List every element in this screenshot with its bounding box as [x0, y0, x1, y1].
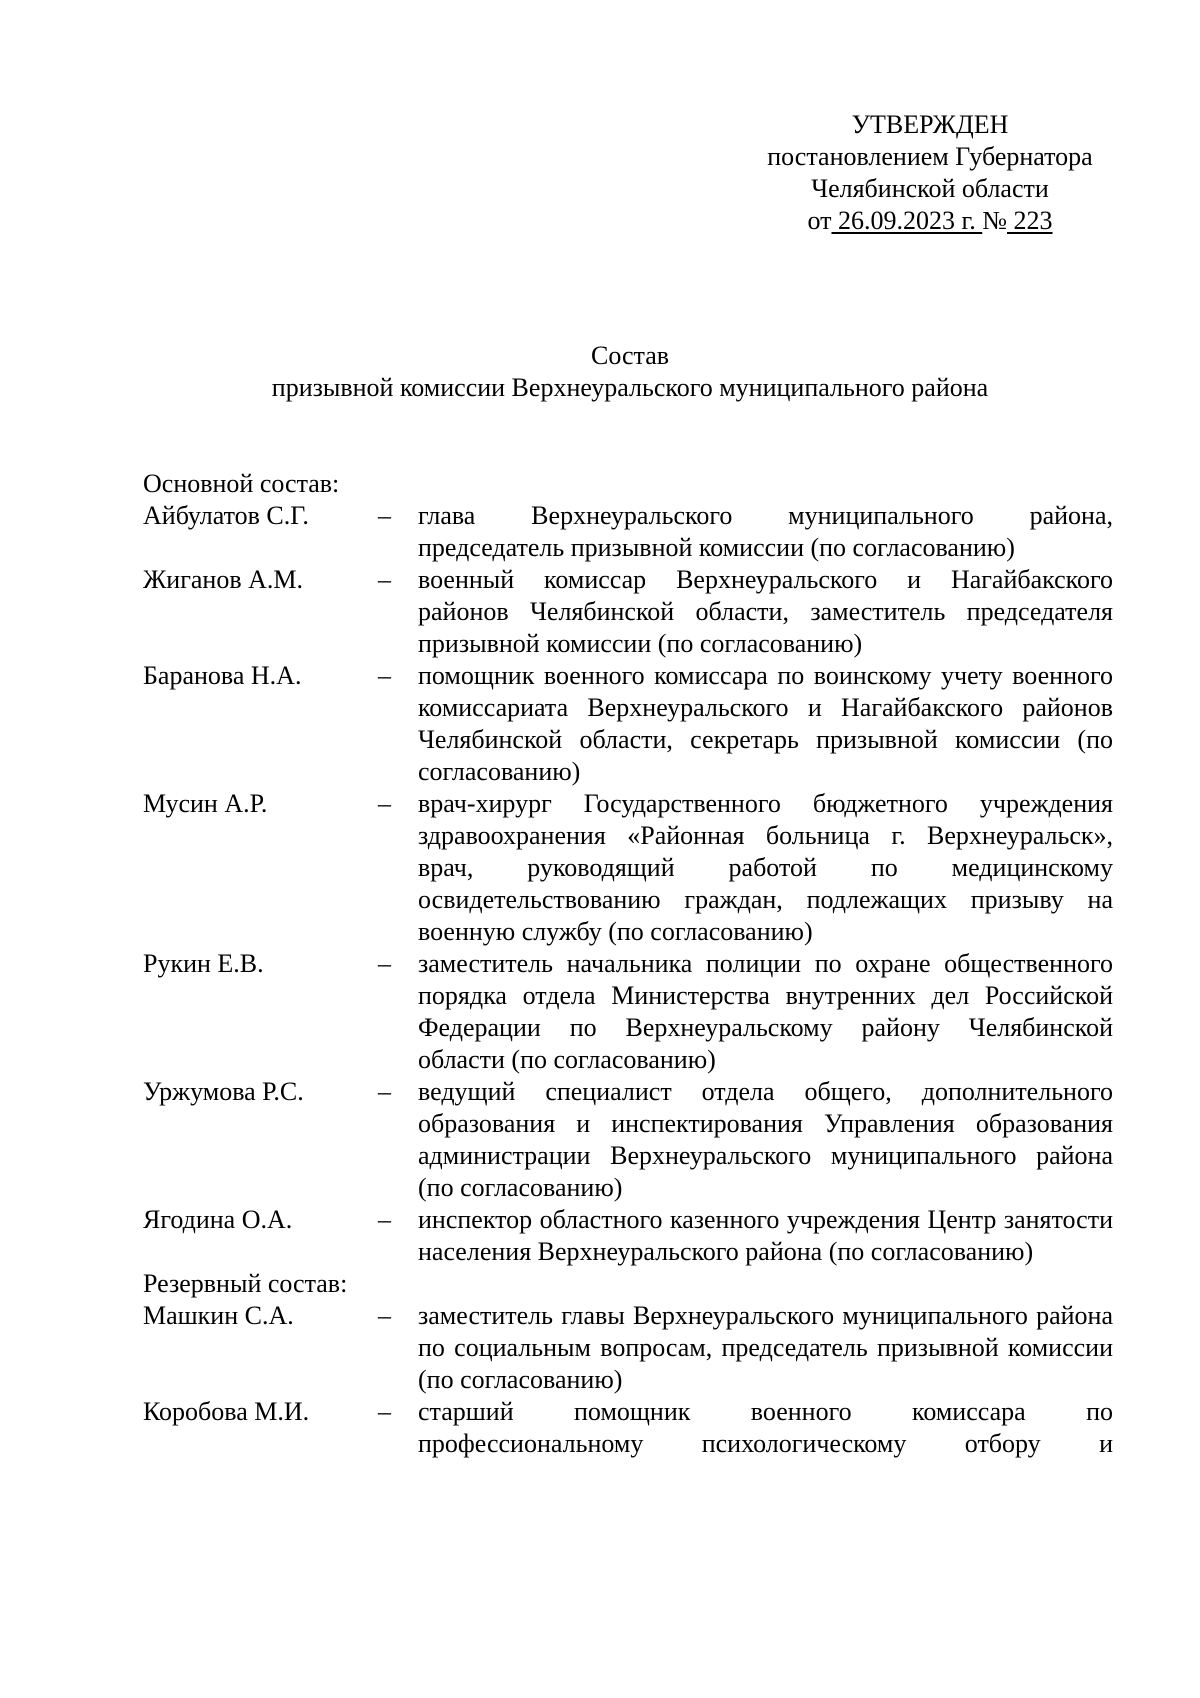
- member-name: Мусин А.Р.: [143, 789, 268, 818]
- member-name: Уржумова Р.С.: [143, 1077, 304, 1106]
- document-heading: [0, 340, 1200, 404]
- member-name: Жиганов А.М.: [143, 565, 303, 594]
- member-dash: –: [378, 501, 391, 530]
- member-entry: [143, 948, 1120, 1076]
- member-dash: –: [378, 949, 391, 978]
- approval-date-prefix: от: [807, 206, 832, 235]
- member-description: старший помощник военного комиссара по профессиональному психологическому отбору и: [418, 1397, 1113, 1458]
- approval-stamp: [730, 109, 1130, 237]
- approval-number: 223: [1007, 206, 1053, 235]
- member-description: заместитель начальника полиции по охране общественного порядка отдела Министерства внутренних дел Российской Федерации по Верхнеуральскому району Челябинской области (по согласованию): [418, 949, 1113, 1074]
- approval-date-line: [730, 205, 1130, 237]
- main-section-label: Основной состав:: [143, 469, 340, 498]
- member-description: помощник военного комиссара по воинскому учету военного комиссариата Верхнеуральского и Нагайбакского районов Челябинской области, секретарь призывной комиссии (по согласованию): [418, 661, 1113, 786]
- member-entry: [143, 1204, 1120, 1268]
- member-dash: –: [378, 789, 391, 818]
- member-description: военный комиссар Верхнеуральского и Нагайбакского районов Челябинской области, заместитель председателя призывной комиссии (по согласованию): [418, 565, 1113, 658]
- member-name: Машкин С.А.: [143, 1301, 294, 1330]
- member-dash: –: [378, 1077, 391, 1106]
- member-entry: [143, 1300, 1120, 1396]
- member-dash: –: [378, 1205, 391, 1234]
- member-description: инспектор областного казенного учреждения Центр занятости населения Верхнеуральского района (по согласованию): [418, 1205, 1113, 1266]
- member-name: Айбулатов С.Г.: [143, 501, 309, 530]
- document-subtitle: призывной комиссии Верхнеуральского муниципального района: [271, 373, 989, 402]
- approval-title: УТВЕРЖДЕН: [851, 110, 1009, 139]
- member-name: Баранова Н.А.: [143, 661, 302, 690]
- member-entry: [143, 1396, 1120, 1460]
- member-entry: [143, 500, 1120, 564]
- document-title: Состав: [590, 341, 670, 370]
- member-dash: –: [378, 1301, 391, 1330]
- approval-line-2: Челябинской области: [811, 174, 1049, 203]
- reserve-section-label: Резервный состав:: [143, 1269, 348, 1298]
- member-entry: [143, 564, 1120, 660]
- approval-date: 26.09.2023 г.: [831, 206, 983, 235]
- approval-number-prefix: №: [982, 206, 1008, 235]
- member-dash: –: [378, 1397, 391, 1426]
- member-name: Рукин Е.В.: [143, 949, 264, 978]
- member-description: ведущий специалист отдела общего, дополнительного образования и инспектирования Управления образования администрации Верхнеуральского муниципального района (по согласованию): [418, 1077, 1113, 1202]
- member-name: Ягодина О.А.: [143, 1205, 293, 1234]
- member-description: глава Верхнеуральского муниципального района, председатель призывной комиссии (по согласованию): [418, 501, 1113, 562]
- member-dash: –: [378, 565, 391, 594]
- approval-line-1: постановлением Губернатора: [767, 142, 1093, 171]
- member-description: врач-хирург Государственного бюджетного учреждения здравоохранения «Районная больница г. Верхнеуральск», врач, руководящий работой по медицинскому освидетельствованию граждан, подлежащих призыву на военную службу (по согласованию): [418, 789, 1113, 946]
- member-entry: [143, 788, 1120, 948]
- member-entry: [143, 660, 1120, 788]
- member-entry: [143, 1076, 1120, 1204]
- member-description: заместитель главы Верхнеуральского муниципального района по социальным вопросам, председатель призывной комиссии (по согласованию): [418, 1301, 1113, 1394]
- member-dash: –: [378, 661, 391, 690]
- member-name: Коробова М.И.: [143, 1397, 310, 1426]
- member-list: [143, 468, 1120, 1460]
